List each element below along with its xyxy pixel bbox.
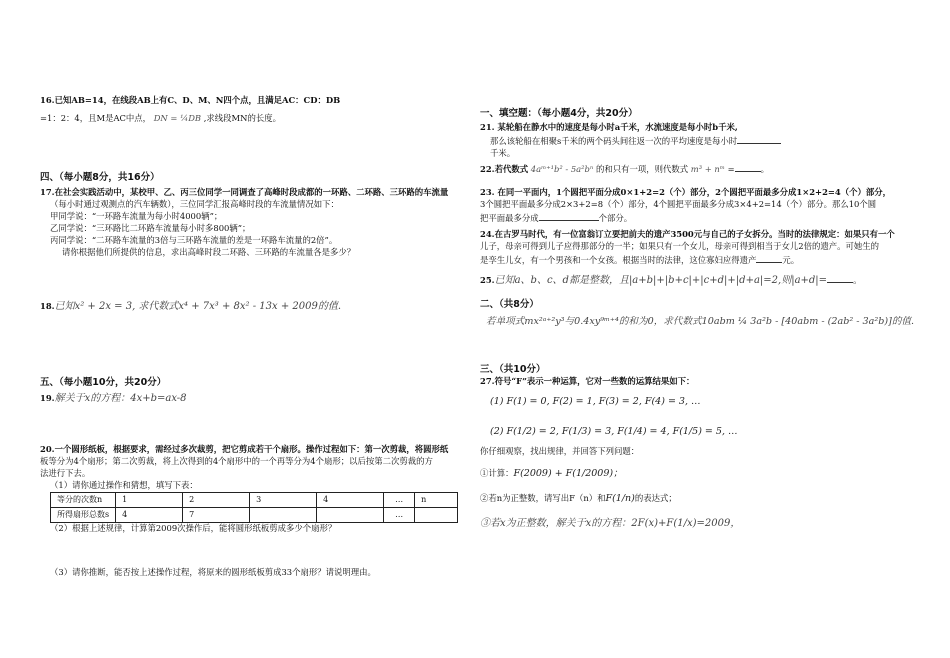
q27-example-1: (1) F(1) = 0, F(2) = 1, F(3) = 2, F(4) = 3, … <box>490 396 701 408</box>
q27-observe: 你仔细观察，找出规律，并回答下列问题： <box>480 446 640 457</box>
question-25 <box>480 273 920 288</box>
q17-line: 甲同学说：“一环路车流量为每小时4000辆”； <box>50 211 223 222</box>
q22-formula-2: m³ + nᵐ <box>690 164 725 175</box>
table-cell: 1 <box>116 492 183 507</box>
answer-blank[interactable] <box>735 162 761 172</box>
q27-a-formula: F(2009) + F(1/2009)； <box>513 468 623 480</box>
q16-line1: 16.已知AB=14，在线段AB上有C、D、M、N四个点，且满足AC：CD：DB <box>40 95 341 105</box>
q16-text: =1：2：4，且M是AC中点， <box>40 112 152 123</box>
question-24 <box>480 229 920 267</box>
q16-formula: DN = ¼DB <box>153 112 202 123</box>
q16-line2 <box>40 113 472 125</box>
q25-text: 已知a、b、c、d都是整数，且|a+b|+|b+c|+|c+d|+|d+a|=2,则|a+d|= <box>494 275 828 286</box>
question-22 <box>480 162 920 176</box>
question-23 <box>480 187 920 225</box>
q22-text-mid: 的和只有一项，则代数式 <box>595 164 689 175</box>
table-cell: 7 <box>183 507 250 522</box>
q23-tail: 个部分。 <box>598 212 633 223</box>
section-2-text: 若单项式mx²ᵃ⁺²y³与0.4xy⁹ᵐ⁺⁴的和为0，求代数式10abm ¼ 3a²b - [40abm - (2ab² - 3a²b)]的值. <box>486 316 915 328</box>
question-18 <box>40 300 472 314</box>
q18-text: 已知x² + 2x = 3, 求代数式x⁴ + 7x³ + 8x² - 13x + 2009的值. <box>54 301 342 312</box>
q17-line: 17.在社会实践活动中，某校甲、乙、丙三位同学一同调查了高峰时段成都的一环路、二环路、三环路的车流量 <box>40 187 449 198</box>
q22-equals: = <box>727 164 735 175</box>
table-cell: 4 <box>317 492 384 507</box>
answer-blank[interactable] <box>737 134 781 144</box>
section-2 <box>480 298 920 329</box>
table-cell: … <box>384 492 415 507</box>
table-row <box>51 507 458 522</box>
section-4-title: 四、（每小题8分，共16分） <box>40 172 160 183</box>
q21-line: 21. 某轮船在静水中的速度是每小时a千米，水流速度是每小时b千米, <box>480 122 738 133</box>
q20-line: 20.一个圆形纸板，根据要求，需经过多次裁剪，把它剪成若干个扇形。操作过程如下：第一次剪裁，将圆形纸 <box>40 444 449 454</box>
q27-part-c: ③若x为正整数，解关于x的方程：2F(x)+F(1/x)=2009， <box>480 518 741 530</box>
question-16 <box>40 95 472 125</box>
table-cell: n <box>415 492 458 507</box>
q17-line: 丙同学说：“二环路车流量的3倍与三环路车流量的差是一环路车流量的2倍”。 <box>50 235 338 246</box>
q17-line: 乙同学说：“三环路比二环路车流量每小时多800辆”； <box>50 223 251 234</box>
q24-line: 24.在古罗马时代，有一位富翁订立要把前夫的遗产3500元与自己的子女拆分。当时的法律规定：如果只有一个 <box>480 229 895 239</box>
q24-line <box>480 253 920 267</box>
section-3-title: 三、（共10分） <box>480 364 546 375</box>
q24-tail: 元。 <box>782 254 800 265</box>
q27-a-label: ①计算： <box>480 468 514 479</box>
section-1-title: 一、填空题：（每小题4分，共20分） <box>480 108 638 119</box>
q27-b-label: ②若n为正整数，请写出F（n）和 <box>480 492 606 503</box>
q18-number: 18. <box>40 301 55 311</box>
section-5 <box>40 376 472 407</box>
q19-text: 解关于x的方程：4x+b=ax-8 <box>54 393 187 405</box>
q27-b-formula: F(1/n) <box>605 492 635 504</box>
q21-line: 千米。 <box>490 148 516 159</box>
q20-line: 板等分为4个扇形；第二次剪裁，将上次得到的4个扇形中的一个再等分为4个扇形；以后按第二次剪裁的方 <box>40 455 433 466</box>
table-cell[interactable] <box>250 507 317 522</box>
q27-example-2: (2) F(1/2) = 2, F(1/3) = 3, F(1/4) = 4, F(1/5) = 5, … <box>490 425 738 437</box>
q24-line: 儿子，母亲可得到儿子应得那部分的一半；如果只有一个女儿，母亲可得到相当于女儿2倍的遗产。可她生的 <box>480 240 879 251</box>
q23-line: 23. 在同一平面内，1个圆把平面分成0×1+2=2（个）部分，2个圆把平面最多分成1×2+2=4（个）部分， <box>480 187 891 197</box>
q21-text: 那么该轮船在相聚s千米的两个码头间往返一次的平均速度是每小时 <box>490 136 738 147</box>
section-5-title: 五、（每小题10分，共20分） <box>40 377 167 388</box>
q23-text: 把平面最多分成 <box>480 212 539 223</box>
q27-intro: 27.符号“F”表示一种运算，它对一些数的运算结果如下： <box>480 376 695 387</box>
q27-part-a <box>480 467 920 480</box>
q22-end: 。 <box>760 164 770 175</box>
table-row <box>51 492 458 507</box>
q19-number: 19. <box>40 393 55 404</box>
q23-line: 3个圆把平面最多分成2×3+2=8（个）部分，4个圆把平面最多分成3×4+2=14（个）部分。那么10个圆 <box>480 198 877 209</box>
answer-blank[interactable] <box>539 211 599 221</box>
q20-part2: （2）根据上述规律，计算第2009次操作后，能将圆形纸板剪成多少个扇形？ <box>50 522 337 533</box>
table-cell: 4 <box>116 507 183 522</box>
table-cell[interactable] <box>415 507 458 522</box>
q25-number: 25. <box>480 275 495 285</box>
q20-line: 法进行下去。 <box>40 467 91 478</box>
q17-line: （每小时通过观测点的汽车辆数），三位同学汇报高峰时段的车流量情况如下： <box>50 199 339 210</box>
section-1 <box>480 107 920 176</box>
q21-line <box>480 134 920 148</box>
table-cell: 2 <box>183 492 250 507</box>
q27-b-tail: 的表达式； <box>634 492 677 503</box>
q22-formula-1: 4aᵐ⁺¹b² - 5a²bⁿ <box>530 164 594 175</box>
q16-text-end: ,求线段MN的长度。 <box>203 112 281 123</box>
question-17 <box>40 187 472 259</box>
section-4 <box>40 171 472 259</box>
table-cell: 所得扇形总数s <box>51 507 116 522</box>
q20-part3: （3）请你推断，能否按上述操作过程，将原来的圆形纸板剪成33个扇形？请说明理由。 <box>50 567 376 577</box>
q24-text: 是孪生儿女，有一个男孩和一个女孩。根据当时的法律，这位寡妇应得遗产 <box>480 254 757 265</box>
q27-part-b <box>480 492 920 505</box>
fill-table <box>50 492 458 523</box>
q22-text: 22.若代数式 <box>480 164 529 175</box>
left-column <box>40 0 472 658</box>
section-2-title: 二、（共8分） <box>480 299 539 310</box>
answer-blank[interactable] <box>756 253 782 263</box>
right-column <box>480 0 920 658</box>
table-cell: … <box>384 507 415 522</box>
table-cell: 等分的次数n <box>51 492 116 507</box>
answer-blank[interactable] <box>827 273 853 283</box>
section-3 <box>480 363 920 531</box>
table-cell: 3 <box>250 492 317 507</box>
q23-line <box>480 211 920 225</box>
q20-part3-block <box>40 567 472 579</box>
question-20 <box>40 444 472 535</box>
q20-part1: （1）请你通过操作和猜想，填写下表： <box>50 479 198 490</box>
table-cell[interactable] <box>317 507 384 522</box>
q17-line: 请你根据他们所提供的信息，求出高峰时段二环路、三环路的车流量各是多少？ <box>62 247 356 258</box>
q25-end: 。 <box>853 275 862 285</box>
